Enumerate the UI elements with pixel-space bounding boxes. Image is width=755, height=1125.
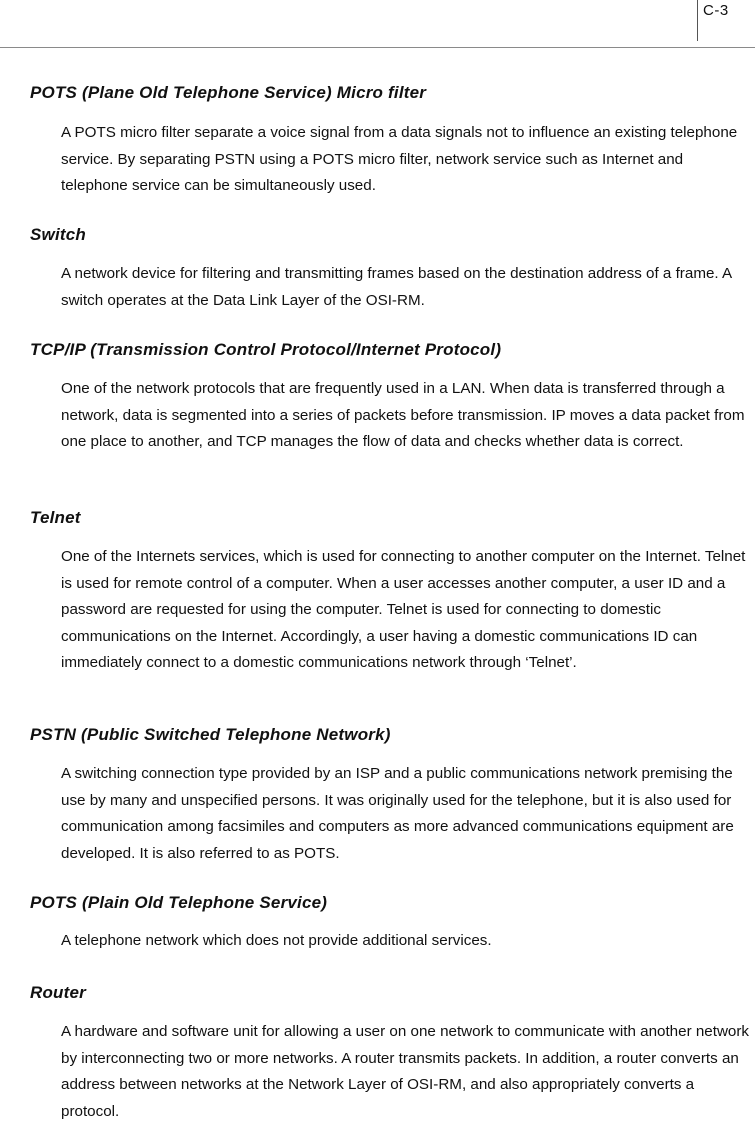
header-divider: [697, 0, 698, 41]
glossary-definition: A switching connection type provided by an ISP and a public communications network premising the use by many and unspecified persons. It was originally used for the telephone, but it is also used for communication among facsimiles and computers as more advanced communications equipment are developed. It is also referred to as POTS.: [61, 765, 734, 862]
glossary-term: Telnet: [30, 508, 81, 527]
glossary-term: PSTN (Public Switched Telephone Network): [30, 725, 391, 744]
header-rule: [0, 47, 755, 48]
glossary-term: POTS (Plane Old Telephone Service) Micro filter: [30, 83, 427, 102]
glossary-definition: One of the network protocols that are frequently used in a LAN. When data is transferred through a network, data is segmented into a series of packets before transmission. IP moves a data packet from one place to another, and TCP manages the flow of data and checks whether data is correct.: [61, 380, 745, 450]
glossary-term: Router: [30, 983, 86, 1002]
glossary-term: Switch: [30, 225, 86, 244]
glossary-definition: A network device for filtering and transmitting frames based on the destination address of a frame. A switch operates at the Data Link Layer of the OSI-RM.: [61, 265, 732, 309]
glossary-definition: A telephone network which does not provide additional services.: [61, 932, 492, 949]
glossary-definition: A hardware and software unit for allowing a user on one network to communicate with another network by interconnecting two or more networks. A router transmits packets. In addition, a router converts an address between networks at the Network Layer of OSI-RM, and also appropriately converts a protocol.: [61, 1023, 750, 1120]
page-number: C-3: [703, 2, 729, 19]
glossary-term: POTS (Plain Old Telephone Service): [30, 893, 328, 912]
glossary-definition: One of the Internets services, which is used for connecting to another computer on the Internet. Telnet is used for remote control of a computer. When a user accesses another computer, a user ID and a password are requested for using the computer. Telnet is used for connecting to domestic communications on the Internet. Accordingly, a user having a domestic communications ID can immediately connect to a domestic communications network through ‘Telnet’.: [61, 548, 746, 671]
glossary-definition: A POTS micro filter separate a voice signal from a data signals not to influence an existing telephone service. By separating PSTN using a POTS micro filter, network service such as Internet and telephone service can be simultaneously used.: [61, 124, 738, 194]
glossary-term: TCP/IP (Transmission Control Protocol/Internet Protocol): [30, 340, 502, 359]
